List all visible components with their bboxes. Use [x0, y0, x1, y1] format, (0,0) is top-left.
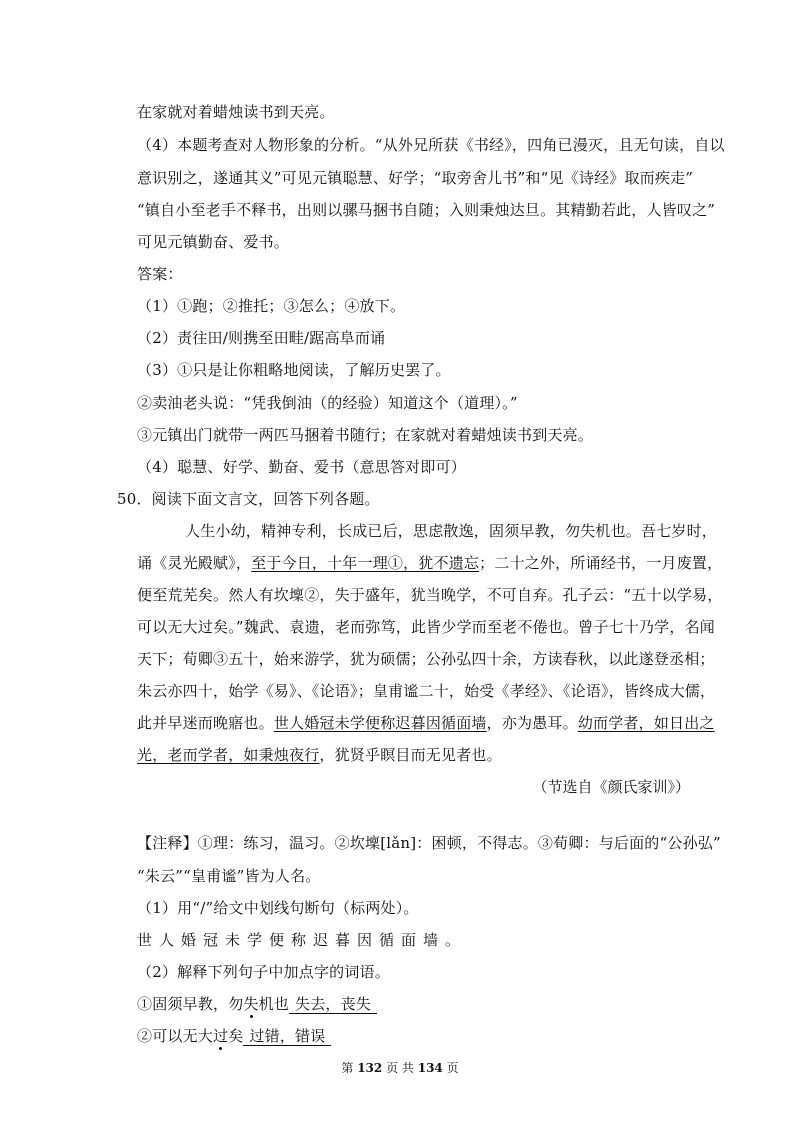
- passage-text: 此并早迷而晚寤也。: [137, 714, 274, 732]
- answer-item: ②卖油老头说：“凭我倒油（的经验）知道这个（道理）。”: [137, 394, 518, 412]
- text-line: “镇自小至老手不释书，出则以骡马捆书自随；入则秉烛达旦。其精勤若此，人皆叹之”: [137, 201, 716, 219]
- passage-text: 诵《灵光殿赋》，: [137, 554, 252, 572]
- note-line: “朱云”“皇甫谧”皆为人名。: [137, 867, 321, 885]
- answer-item: （4）聪慧、好学、勤奋、爱书（意思答对即可）: [137, 458, 466, 476]
- answer-item: （3）①只是让你粗略地阅读，了解历史罢了。: [137, 361, 451, 379]
- underlined-sentence: 世人婚冠未学便称迟暮因循面墙: [273, 714, 487, 732]
- page-footer: [0, 1059, 800, 1076]
- dotted-character: 过: [213, 1027, 229, 1045]
- footer-text: 第: [341, 1061, 358, 1075]
- passage-line: 可以无大过矣。”魏武、袁遗，老而弥笃，此皆少学而至老不倦也。曾子七十乃学，名闻: [137, 618, 715, 636]
- item-text: 矣: [228, 1027, 244, 1045]
- passage-line: 人生小幼，精神专利，长成已后，思虑散逸，固须早教，勿失机也。吾七岁时，: [185, 522, 718, 540]
- item-text: ①固须早教，勿: [137, 995, 244, 1013]
- question-2-item-2: [137, 1026, 331, 1046]
- note-line: 【注释】①理：练习，温习。②坎壈[lǎn]：困顿，不得志。③荀卿：与后面的“公孙弘”: [137, 834, 721, 852]
- passage-text: ，亦为愚耳。: [486, 714, 578, 732]
- passage-line: 天下；荀卿③五十，始来游学，犹为硕儒；公孙弘四十余，方读春秋，以此遂登丞相；: [137, 650, 715, 668]
- question-2: （2）解释下列句子中加点字的词语。: [137, 963, 390, 981]
- passage-source: （节选自《颜氏家训》）: [532, 778, 690, 796]
- text-line: 可见元镇勤奋、爱书。: [137, 233, 290, 251]
- footer-text: 页 共: [382, 1061, 418, 1075]
- passage-line: [137, 745, 502, 765]
- answer-item: （2）责往田/则携至田畦/踞高阜而诵: [137, 329, 386, 347]
- passage-line: 朱云亦四十，始学《易》、《论语》；皇甫谧二十，始受《孝经》、《论语》，皆终成大儒，: [137, 682, 716, 700]
- item-text: ②可以无大: [137, 1027, 214, 1045]
- text-line: 在家就对着蜡烛读书到天亮。: [137, 103, 335, 121]
- current-page-number: 132: [357, 1061, 383, 1075]
- passage-line: [137, 713, 715, 733]
- passage-text: ，犹贤乎瞑目而无见者也。: [319, 746, 502, 764]
- answer-blank: 过错，错误: [243, 1027, 331, 1046]
- underlined-sentence: 光，老而学者，如秉烛夜行: [137, 746, 320, 764]
- answer-item: （1）①跑；②推托；③怎么；④放下。: [137, 297, 406, 315]
- footer-text: 页: [442, 1061, 459, 1075]
- passage-line: 便至荒芜矣。然人有坎壈②，失于盛年，犹当晚学，不可自弃。孔子云：“五十以学易，: [137, 586, 723, 604]
- answer-blank: 失去，丧失: [289, 995, 377, 1014]
- item-text: 机也: [258, 995, 290, 1013]
- text-line: 意识别之，遂通其义”可见元镇聪慧、好学；“取旁舍儿书”和“见《诗经》取而疾走”: [137, 169, 694, 187]
- underlined-sentence: 幼而学者，如日出之: [577, 714, 715, 732]
- answer-item: ③元镇出门就带一两匹马捆着书随行；在家就对着蜡烛读书到天亮。: [137, 426, 594, 444]
- passage-line: [137, 553, 722, 573]
- question-1-sentence: 世人婚冠未学便称迟暮因循面墙。: [137, 931, 468, 949]
- passage-text: ；二十之外，所诵经书，一月废置，: [479, 554, 723, 572]
- answer-heading: 答案：: [137, 265, 183, 283]
- question-1: （1）用“/”给文中划线句断句（标两处）。: [137, 899, 419, 917]
- text-line: （4）本题考查对人物形象的分析。“从外兄所获《书经》，四角已漫灭，且无句读，自以: [137, 136, 725, 154]
- dotted-character: 失: [243, 995, 259, 1013]
- question-2-item-1: [137, 994, 377, 1014]
- total-page-number: 134: [417, 1061, 443, 1075]
- question-50-title: 50．阅读下面文言文，回答下列各题。: [117, 490, 380, 508]
- underlined-sentence: 至于今日，十年一理①，犹不遗忘: [251, 554, 480, 572]
